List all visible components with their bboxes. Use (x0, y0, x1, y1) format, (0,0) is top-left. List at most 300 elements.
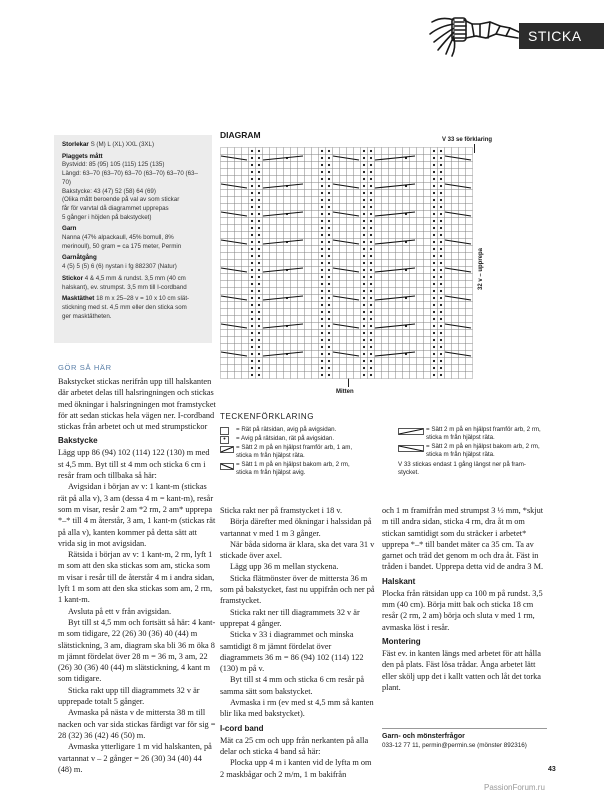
purl-dot (433, 332, 435, 334)
chest: Bystvidd: 85 (95) 105 (115) 125 (135) (62, 161, 165, 169)
purl-dot (363, 241, 365, 243)
purl-dot (440, 164, 442, 166)
purl-dot (258, 262, 260, 264)
length: Längd: 63–70 (63–70) 63–70 (63–70) 63–70 (63–70) (62, 170, 198, 186)
purl-dot (321, 234, 323, 236)
purl-dot (440, 220, 442, 222)
purl-dot (258, 213, 260, 215)
legend-left (220, 426, 390, 486)
purl-dot (433, 297, 435, 299)
purl-dot (370, 255, 372, 257)
purl-dot (363, 206, 365, 208)
purl-dot (363, 150, 365, 152)
purl-dot (440, 325, 442, 327)
gauge-2: stickning med st. 4,5 mm eller den sticka som (62, 303, 187, 311)
purl-dot (251, 213, 253, 215)
purl-dot (251, 227, 253, 229)
purl-dot (321, 185, 323, 187)
purl-dot (251, 185, 253, 187)
purl-dot (363, 262, 365, 264)
purl-dot (363, 353, 365, 355)
front-p9: Avmaska i rm (ev med st 4,5 mm så kanten blir lika med bakstycket). (220, 698, 374, 719)
front-p8: Byt till st 4 mm och sticka 6 cm resår på samma sätt som bakstycket. (220, 675, 365, 696)
legend-title: TECKENFÖRKLARING (220, 412, 315, 421)
purl-dot (328, 241, 330, 243)
purl-dot (321, 290, 323, 292)
purl-dot (251, 234, 253, 236)
back-p6: Sticka rakt upp till diagrammets 32 v är upprepade totalt 5 gånger. (58, 685, 200, 707)
purl-dot (440, 255, 442, 257)
legend-row33-b: stycket. (398, 469, 419, 476)
purl-dot (258, 304, 260, 306)
purl-dot (440, 199, 442, 201)
purl-dot (363, 283, 365, 285)
purl-dot (328, 255, 330, 257)
purl-dot (321, 178, 323, 180)
purl-dot (370, 178, 372, 180)
purl-dot (251, 269, 253, 271)
purl-dot (251, 332, 253, 334)
sizes: S (M) L (XL) XXL (3XL) (90, 141, 155, 148)
purl-dot (363, 332, 365, 334)
column-2 (220, 505, 375, 780)
back-width: Bakstycke: 43 (47) 52 (58) 64 (69) (62, 187, 156, 195)
purl-dot (440, 171, 442, 173)
contact-title: Garn- och mönsterfrågor (382, 733, 465, 740)
purl-dot (433, 367, 435, 369)
purl-dot (363, 255, 365, 257)
purl-dot (370, 304, 372, 306)
purl-dot (370, 318, 372, 320)
purl-dot (440, 283, 442, 285)
purl-dot (370, 227, 372, 229)
knit-symbol-icon (220, 427, 229, 435)
purl-dot (321, 346, 323, 348)
front-p2: Börja därefter med ökningar i halssidan på vartannat v med 1 m 3 gånger. (220, 517, 372, 538)
purl-dot (370, 150, 372, 152)
purl-dot (321, 318, 323, 320)
purl-dot (440, 332, 442, 334)
purl-dot (363, 213, 365, 215)
purl-dot (258, 332, 260, 334)
purl-symbol-icon: • (220, 436, 229, 444)
purl-dot (433, 192, 435, 194)
purl-dot (433, 339, 435, 341)
purl-dot (440, 192, 442, 194)
purl-dot (258, 283, 260, 285)
purl-dot (370, 206, 372, 208)
purl-dot (440, 374, 442, 376)
legend-right (398, 426, 568, 486)
section-tab: STICKA (519, 23, 604, 49)
purl-dot (370, 185, 372, 187)
purl-dot (251, 346, 253, 348)
front-p4: Lägg upp 36 m mellan styckena. (230, 562, 339, 572)
purl-dot (321, 157, 323, 159)
back-p3: Rätsida i början av v: 1 kant-m, 2 rm, lyft 1 m som att den ska stickas som am, sticka som m visar i resår till de återstår 4 m i andra sidan, lyft 1 m som att den ska stickas som am, 2 rm, 1 kant-m. (58, 550, 215, 605)
note-1: (Olika mått beroende på val av som stickar (62, 196, 180, 204)
purl-dot (258, 311, 260, 313)
purl-dot (258, 192, 260, 194)
purl-dot (251, 283, 253, 285)
purl-dot (321, 269, 323, 271)
purl-dot (440, 234, 442, 236)
purl-dot (363, 171, 365, 173)
purl-dot (258, 360, 260, 362)
purl-dot (251, 290, 253, 292)
purl-dot (370, 157, 372, 159)
purl-dot (321, 227, 323, 229)
purl-dot (258, 171, 260, 173)
purl-dot (258, 269, 260, 271)
purl-dot (433, 241, 435, 243)
purl-dot (440, 276, 442, 278)
purl-dot (440, 262, 442, 264)
purl-dot (433, 276, 435, 278)
icord-p1: Mät ca 25 cm och upp från nerkanten på alla delar och sticka 4 band så här: (220, 735, 369, 756)
purl-dot (328, 150, 330, 152)
purl-dot (251, 311, 253, 313)
purl-dot (433, 206, 435, 208)
purl-dot (251, 304, 253, 306)
icord-title: I-cord band (220, 723, 264, 733)
purl-dot (251, 353, 253, 355)
purl-dot (433, 304, 435, 306)
purl-dot (328, 164, 330, 166)
purl-dot (321, 374, 323, 376)
purl-dot (363, 311, 365, 313)
diagram-title: DIAGRAM (220, 130, 261, 140)
purl-dot (321, 276, 323, 278)
purl-dot (251, 241, 253, 243)
purl-dot (440, 339, 442, 341)
row-33-label: V 33 se förklaring (442, 137, 493, 143)
purl-dot (433, 255, 435, 257)
purl-dot (258, 325, 260, 327)
purl-dot (251, 262, 253, 264)
purl-dot (433, 269, 435, 271)
legend-cable-1b: sticka m från hjälpst räta. (236, 452, 305, 459)
cable-front-symbol-icon (398, 428, 424, 438)
column-3 (382, 505, 547, 693)
purl-dot (251, 276, 253, 278)
purl-dot (328, 213, 330, 215)
needles-1: 4 & 4,5 mm & rundst. 3,5 mm (40 cm (84, 274, 186, 282)
purl-dot (370, 297, 372, 299)
purl-dot (433, 262, 435, 264)
purl-dot (370, 269, 372, 271)
yarn-1: Nanna (47% alpackaull, 45% bomull, 8% (62, 234, 174, 242)
purl-dot (328, 157, 330, 159)
purl-dot (251, 220, 253, 222)
back-p2: Avigsidan i början av v: 1 kant-m (stickas rät på alla v), 3 am (dessa 4 m = kant-m), resår som m visar, resår 2 am *2 rm, 2 am* upprepa *–* till 4 m återstår, 3 am, 1 kant-m (stickas rät på alla v), kanten kommer på detta sätt att vrida sig in mot avigsidan. (58, 482, 216, 548)
purl-dot (440, 185, 442, 187)
back-p4: Avsluta på ett v från avigsidan. (68, 606, 172, 616)
purl-dot (321, 304, 323, 306)
gauge-1: 18 m x 25–28 v = 10 x 10 cm slät- (96, 295, 190, 303)
purl-dot (433, 213, 435, 215)
purl-dot (363, 276, 365, 278)
assembly-title: Montering (382, 636, 421, 646)
purl-dot (258, 339, 260, 341)
amount: 4 (5) 5 (5) 6 (6) nystan i fg 882307 (Natur) (62, 263, 177, 271)
purl-dot (321, 360, 323, 362)
purl-dot (328, 192, 330, 194)
back-title: Bakstycke (58, 436, 98, 446)
grid-cells (221, 148, 473, 379)
legend-cable-1a: = Sätt 2 m på en hjälpst framför arb, 1 am, (236, 444, 353, 451)
purl-dot (363, 318, 365, 320)
purl-dot (363, 325, 365, 327)
contact-box (382, 732, 527, 750)
purl-dot (433, 234, 435, 236)
intro-text: Bakstycket stickas nerifrån upp till halskanten där arbetet delas till halsringningen och stickas med ökningar i halsringningen mot framstycket för att sedan stickas hela vägen ner. I-cordband stickas från arbetet och ut med strumpstickor (58, 377, 216, 432)
purl-dot (258, 150, 260, 152)
purl-dot (321, 199, 323, 201)
gauge-3: ger masktätheten. (62, 312, 112, 320)
purl-dot (440, 178, 442, 180)
purl-dot (328, 318, 330, 320)
needles-label: Stickor (62, 274, 83, 282)
purl-dot (251, 178, 253, 180)
purl-dot (321, 150, 323, 152)
purl-dot (433, 164, 435, 166)
repeat-label: 32 v – upprepa (478, 247, 484, 290)
purl-dot (370, 283, 372, 285)
legend-purl: = Avig på rätsidan, rät på avigsidan. (236, 435, 335, 442)
purl-dot (321, 367, 323, 369)
gauge-label: Masktäthet (62, 295, 95, 303)
purl-dot (433, 353, 435, 355)
purl-dot (440, 304, 442, 306)
purl-dot (440, 227, 442, 229)
purl-dot (258, 164, 260, 166)
purl-dot (321, 353, 323, 355)
purl-dot (370, 220, 372, 222)
purl-dot (328, 227, 330, 229)
purl-dot (440, 157, 442, 159)
purl-dot (433, 171, 435, 173)
purl-dot (363, 339, 365, 341)
purl-dot (363, 374, 365, 376)
purl-dot (370, 164, 372, 166)
sizes-label: Storlekar (62, 141, 89, 148)
purl-dot (363, 185, 365, 187)
purl-dot (321, 248, 323, 250)
purl-dot (321, 192, 323, 194)
purl-dot (251, 192, 253, 194)
purl-dot (433, 157, 435, 159)
cable-left-symbol-icon (220, 446, 234, 456)
center-label: Mitten (336, 389, 354, 395)
contact-divider (382, 728, 547, 729)
purl-dot (433, 290, 435, 292)
purl-dot (328, 199, 330, 201)
purl-dot (321, 262, 323, 264)
purl-dot (258, 227, 260, 229)
purl-dot (258, 234, 260, 236)
needles-2: halskant), ev. strumpst. 3,5 mm till I-cordband (62, 283, 187, 291)
purl-dot (328, 353, 330, 355)
purl-dot (440, 269, 442, 271)
purl-dot (433, 283, 435, 285)
purl-dot (328, 339, 330, 341)
purl-dot (328, 206, 330, 208)
purl-dot (328, 297, 330, 299)
purl-dot (321, 283, 323, 285)
purl-dot (363, 220, 365, 222)
legend-cable-4a: = Sätt 2 m på en hjälpst bakom arb, 2 rm, (426, 443, 540, 450)
purl-dot (328, 234, 330, 236)
purl-dot (251, 318, 253, 320)
legend-cable-2b: sticka m från hjälpst avig. (236, 469, 306, 476)
purl-dot (328, 185, 330, 187)
purl-dot (440, 241, 442, 243)
purl-dot (321, 255, 323, 257)
back-p7: Avmaska på nästa v de mittersta 38 m till nacken och var sida stickas färdigt var för sig = 28 (32) 36 (42) 46 (50) m. (58, 708, 216, 740)
legend-cable-3b: sticka m från hjälpst räta. (426, 434, 495, 441)
purl-dot (370, 171, 372, 173)
page-number: 43 (548, 766, 556, 773)
purl-dot (251, 164, 253, 166)
purl-dot (328, 262, 330, 264)
purl-dot (363, 227, 365, 229)
purl-dot (258, 157, 260, 159)
purl-dot (370, 339, 372, 341)
purl-dot (370, 367, 372, 369)
purl-dot (363, 346, 365, 348)
cable-right-symbol-icon (220, 463, 234, 473)
purl-dot (251, 255, 253, 257)
purl-dot (251, 206, 253, 208)
front-p1: Sticka rakt ner på framstycket i 18 v. (220, 506, 343, 515)
front-p3: När båda sidorna är klara, ska det vara 31 v stickade över axel. (220, 539, 375, 561)
purl-dot (328, 374, 330, 376)
note-3: 5 gånger i höjden på bakstycket) (62, 213, 152, 221)
purl-dot (433, 150, 435, 152)
yarn-skein-icon (424, 8, 524, 58)
purl-dot (433, 311, 435, 313)
purl-dot (258, 178, 260, 180)
purl-dot (328, 171, 330, 173)
purl-dot (251, 150, 253, 152)
purl-dot (440, 150, 442, 152)
purl-dot (433, 178, 435, 180)
yarn-2: merinoull), 50 gram = ca 175 meter, Permin (62, 242, 182, 250)
purl-dot (433, 185, 435, 187)
purl-dot (258, 206, 260, 208)
purl-dot (258, 346, 260, 348)
purl-dot (370, 346, 372, 348)
purl-dot (321, 332, 323, 334)
pattern-info-box (54, 135, 212, 343)
how-to-heading: GÖR SÅ HÄR (58, 363, 112, 372)
purl-dot (258, 199, 260, 201)
purl-dot (363, 290, 365, 292)
purl-dot (258, 353, 260, 355)
purl-dot (433, 199, 435, 201)
purl-dot (258, 220, 260, 222)
back-p8: Avmaska ytterligare 1 m vid halskanten, på vartannat v – 2 gånger = 26 (30) 34 (40) 44 (48) m. (58, 742, 212, 774)
purl-dot (370, 332, 372, 334)
purl-dot (370, 241, 372, 243)
legend-cable-2a: = Sätt 1 m på en hjälpst bakom arb, 2 rm, (236, 461, 350, 468)
purl-dot (370, 276, 372, 278)
front-p5: Sticka flätmönster över de mittersta 36 m som på bakstycket, fast nu uppifrån och ner på framstycket. (220, 573, 375, 606)
note-2: får för varvtal då diagrammet upprepas (62, 204, 169, 212)
purl-dot (433, 220, 435, 222)
purl-dot (321, 213, 323, 215)
yarn-title: Garn (62, 225, 77, 233)
purl-dot (370, 234, 372, 236)
purl-dot (258, 248, 260, 250)
purl-dot (321, 297, 323, 299)
purl-dot (251, 360, 253, 362)
purl-dot (370, 290, 372, 292)
back-p5: Byt till st 4,5 mm och fortsätt så här: 4 kant-m som tidigare, 22 (26) 30 (36) 40 (44) m slätstickning, 3 am, diagram ska bli 36 m öka 8 m jämnt fördelat över 28 m = 36 m, 3 am, 22 (26) 30 (36) 40 (44) m slätstickning, 4 kant m som tidigare. (58, 617, 216, 684)
purl-dot (433, 374, 435, 376)
purl-dot (321, 325, 323, 327)
purl-dot (321, 241, 323, 243)
purl-dot (363, 360, 365, 362)
purl-dot (258, 318, 260, 320)
back-p1: Lägg upp 86 (94) 102 (114) 122 (130) m med st 4,5 mm. Byt till st 4 mm och sticka 6 cm i resår fram och tillbaka så här: (58, 448, 210, 481)
purl-dot (363, 304, 365, 306)
purl-dot (258, 374, 260, 376)
legend-cable-3a: = Sätt 2 m på en hjälpst framför arb, 2 rm, (426, 426, 541, 433)
purl-dot (440, 213, 442, 215)
purl-dot (370, 353, 372, 355)
purl-dot (370, 199, 372, 201)
purl-dot (328, 304, 330, 306)
purl-dot (433, 227, 435, 229)
chart-grid (220, 147, 478, 384)
purl-dot (321, 171, 323, 173)
purl-dot (328, 269, 330, 271)
purl-dot (363, 234, 365, 236)
measures-title: Plaggets mått (62, 152, 103, 160)
purl-dot (251, 367, 253, 369)
purl-dot (440, 297, 442, 299)
purl-dot (258, 297, 260, 299)
legend-row33-a: V 33 stickas endast 1 gång längst ner på fram- (398, 461, 526, 468)
purl-dot (370, 325, 372, 327)
purl-dot (363, 157, 365, 159)
purl-dot (370, 262, 372, 264)
legend-knit: = Rät på rätsidan, avig på avigsidan. (236, 426, 337, 433)
purl-dot (363, 297, 365, 299)
purl-dot (328, 283, 330, 285)
front-p7: Sticka v 33 i diagrammet och minska samtidigt 8 m jämnt fördelat över diagrammets 36 m = 86 (94) 102 (114) 122 (130) m på v. (220, 630, 364, 674)
purl-dot (440, 248, 442, 250)
purl-dot (328, 360, 330, 362)
purl-dot (440, 206, 442, 208)
icord-p3: och 1 m framifrån med strumpst 3 ½ mm, *skjut m till andra sidan, sticka 4 rm, dra åt m om stickan samtidigt som du sträcker i arbetet* upprepa *–* till bandet mäter ca 35 cm. Ta av garnet och träd det genom m och dra åt. Fäst in tråden i bandet. Upprepa detta vid de andra 3 M. (382, 506, 544, 572)
icord-p2: Plocka upp 4 m i kanten vid de lyfta m om 2 maskbågar och 2 m/m, 1 m bakifrån (220, 758, 372, 779)
neck-title: Halskant (382, 576, 416, 586)
cable-back-symbol-icon (398, 445, 424, 455)
purl-dot (321, 339, 323, 341)
purl-dot (440, 290, 442, 292)
purl-dot (251, 248, 253, 250)
purl-dot (258, 290, 260, 292)
purl-dot (328, 332, 330, 334)
purl-dot (433, 360, 435, 362)
purl-dot (433, 325, 435, 327)
purl-dot (258, 276, 260, 278)
assembly-p: Fäst ev. in kanten längs med arbetet för att hålla den på plats. Fäst lösa trådar. Ånga arbetet lätt eller skölj upp det i kallt vatten och låt det torka plant. (382, 648, 541, 692)
purl-dot (440, 353, 442, 355)
